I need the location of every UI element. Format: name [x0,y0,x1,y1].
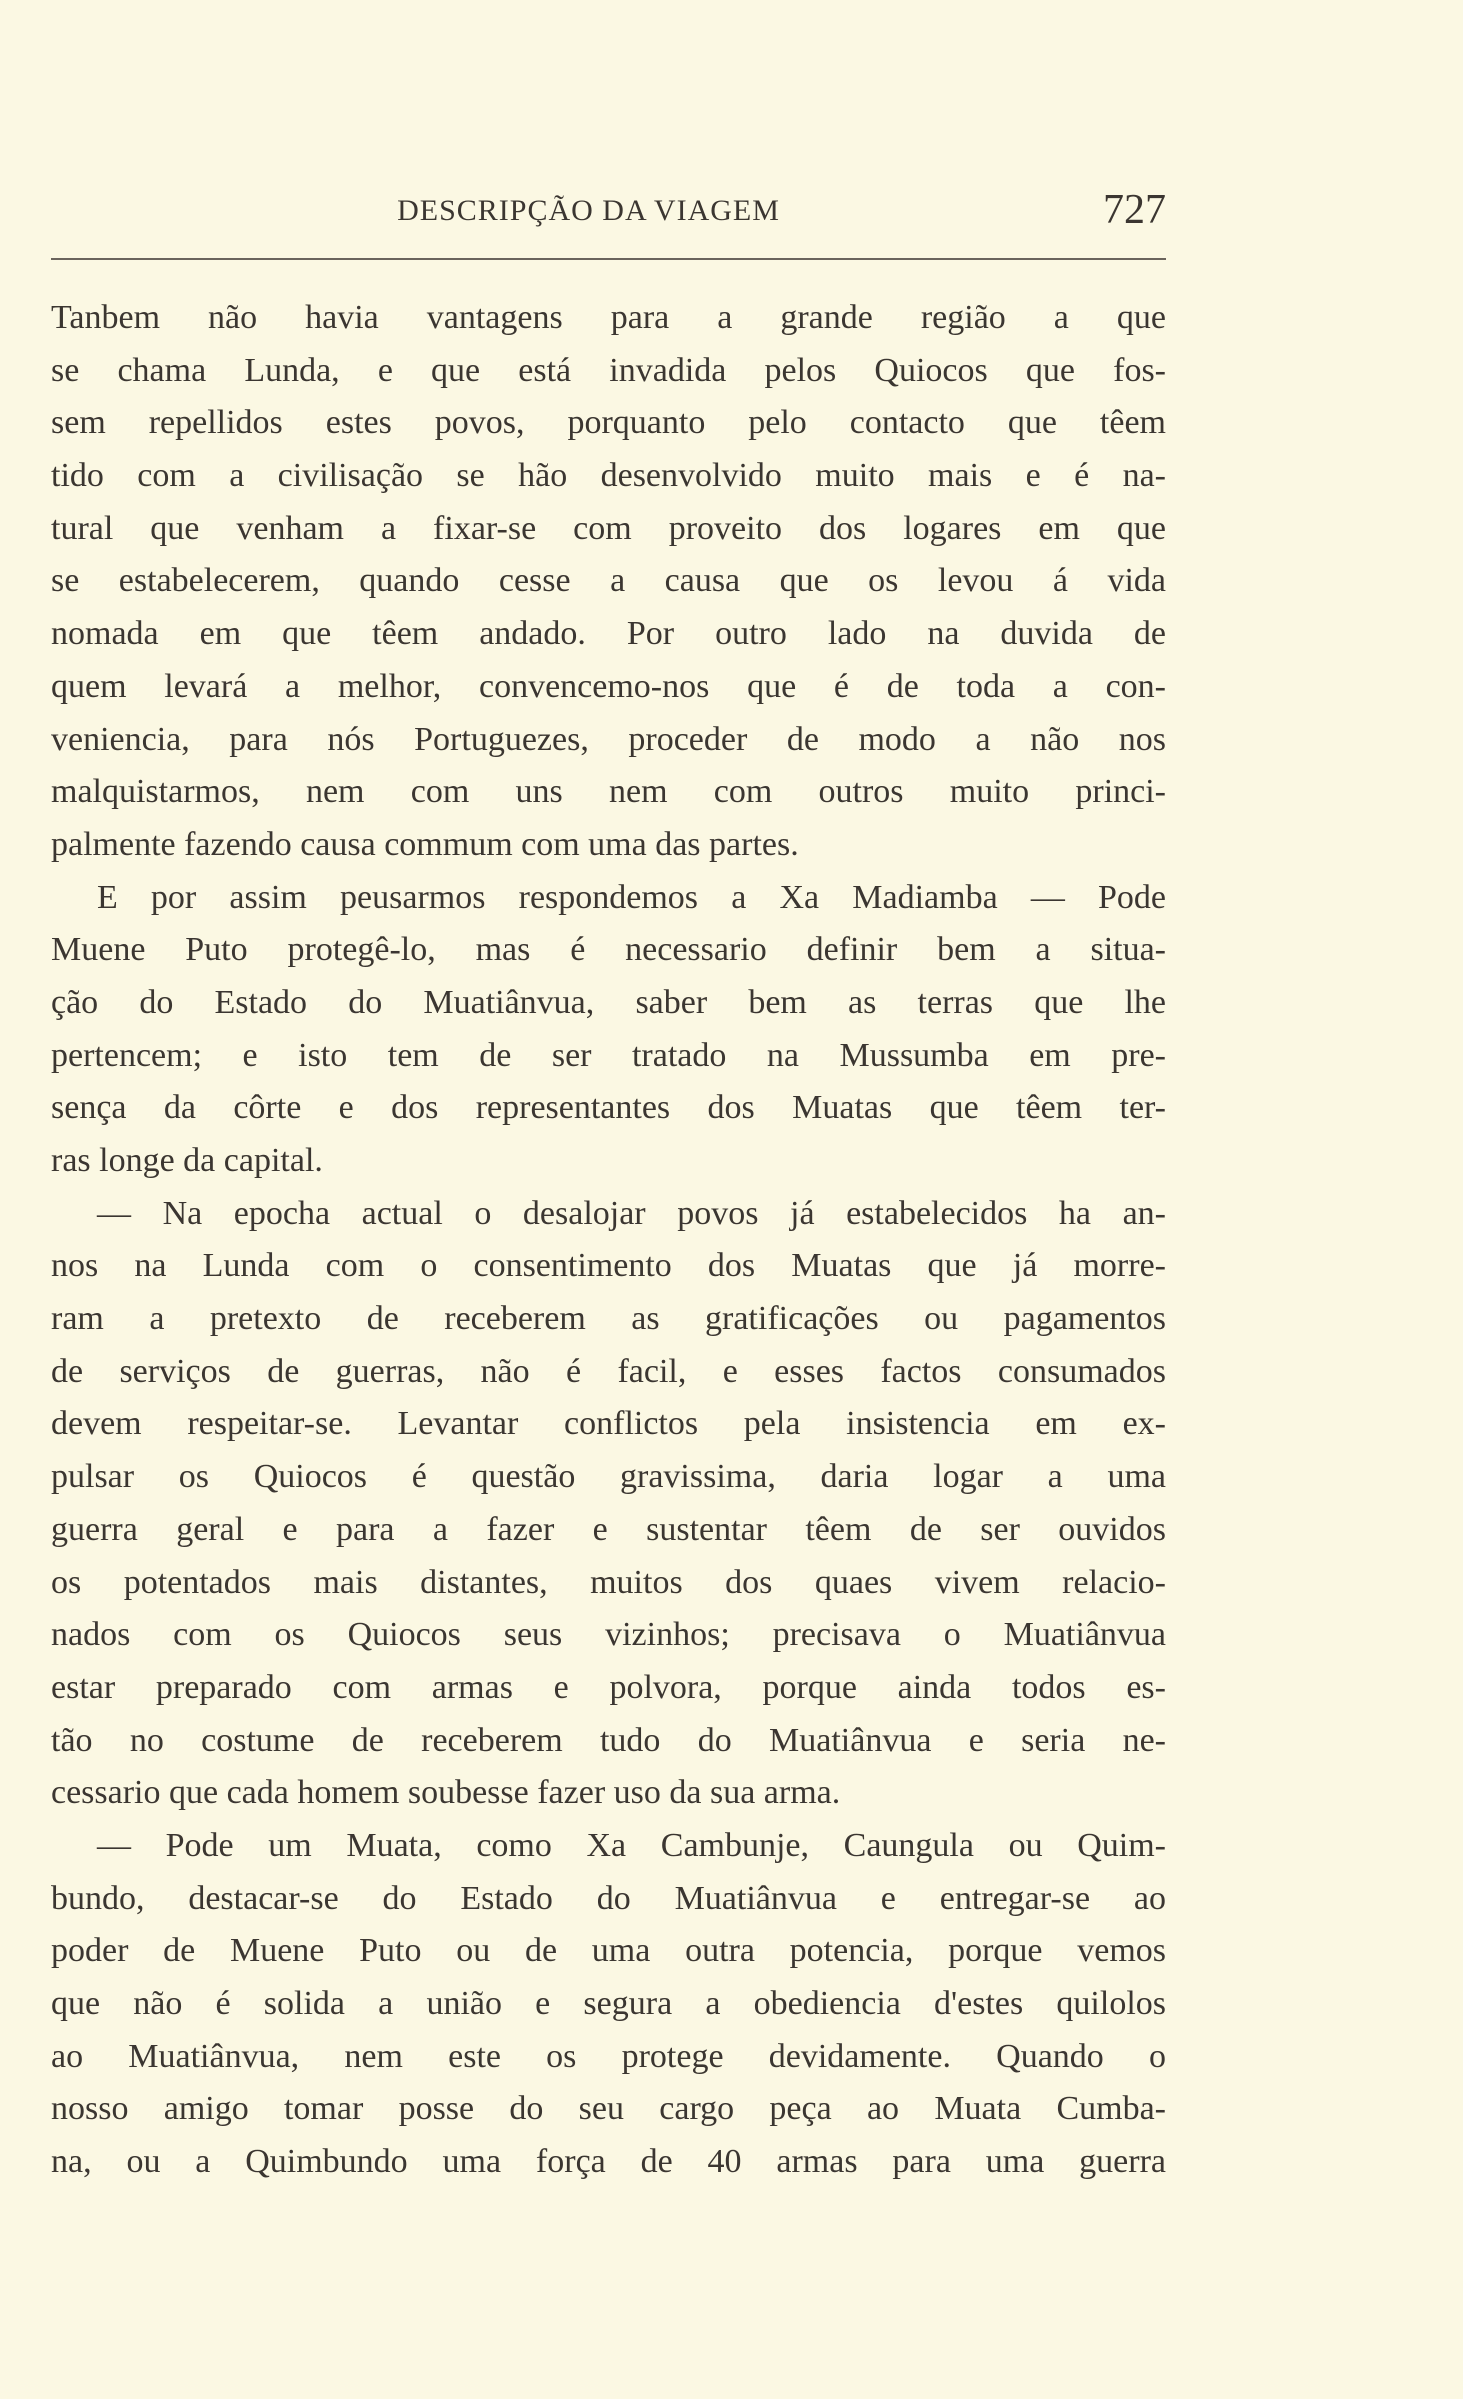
text-line: nomada em que têem andado. Por outro lado na duvida de [51,615,1166,653]
paragraph [51,1188,1166,1820]
text-line: — Na epocha actual o desalojar povos já estabelecidos ha an- [97,1194,1166,1232]
running-head [51,186,1166,236]
text-line: tão no costume de receberem tudo do Muatiânvua e seria ne- [51,1721,1166,1759]
paragraph [51,872,1166,1188]
text-line: Tanbem não havia vantagens para a grande região a que [51,299,1166,336]
text-line: ram a pretexto de receberem as gratificações ou pagamentos [51,1300,1166,1338]
paragraph [51,292,1166,872]
text-line: na, ou a Quimbundo uma força de 40 armas para uma guerra [51,2143,1166,2181]
text-line: bundo, destacar-se do Estado do Muatiânvua e entregar-se ao [51,1879,1166,1917]
text-line: se chama Lunda, e que está invadida pelos Quiocos que fos- [51,351,1166,389]
text-line: sença da côrte e dos representantes dos Muatas que têem ter- [51,1089,1166,1127]
text-line: os potentados mais distantes, muitos dos quaes vivem relacio- [51,1563,1166,1601]
text-line: ras longe da capital. [51,1142,323,1179]
text-line: Muene Puto protegê-lo, mas é necessario definir bem a situa- [51,931,1166,969]
text-line: ção do Estado do Muatiânvua, saber bem as terras que lhe [51,983,1166,1021]
text-line: se estabelecerem, quando cesse a causa que os levou á vida [51,562,1166,600]
text-line: de serviços de guerras, não é facil, e esses factos consumados [51,1352,1166,1390]
text-line: estar preparado com armas e polvora, porque ainda todos es- [51,1668,1166,1706]
text-line: E por assim peusarmos respondemos a Xa Madiamba — Pode [97,878,1166,916]
paragraph [51,1820,1166,2189]
text-line: tural que venham a fixar-se com proveito dos logares em que [51,509,1166,547]
text-line: — Pode um Muata, como Xa Cambunje, Caungula ou Quim- [97,1826,1166,1864]
text-line: quem levará a melhor, convencemo-nos que é de toda a con- [51,667,1166,705]
text-line: tido com a civilisação se hão desenvolvido muito mais e é na- [51,457,1166,495]
text-line: palmente fazendo causa commum com uma das partes. [51,825,799,863]
text-line: malquistarmos, nem com uns nem com outros muito princi- [51,773,1166,811]
page-number: 727 [1103,187,1166,233]
running-title: DESCRIPÇÃO DA VIAGEM [397,194,780,227]
text-line: nos na Lunda com o consentimento dos Muatas que já morre- [51,1247,1166,1285]
text-line: guerra geral e para a fazer e sustentar têem de ser ouvidos [51,1510,1166,1548]
text-line: pulsar os Quiocos é questão gravissima, daria logar a uma [51,1458,1166,1496]
text-line: pertencem; e isto tem de ser tratado na Mussumba em pre- [51,1036,1166,1074]
text-line: poder de Muene Puto ou de uma outra potencia, porque vemos [51,1932,1166,1970]
header-rule [51,258,1166,260]
text-line: ao Muatiânvua, nem este os protege devidamente. Quando o [51,2037,1166,2075]
body-text [51,292,1166,2189]
text-line: nados com os Quiocos seus vizinhos; precisava o Muatiânvua [51,1616,1166,1654]
text-line: que não é solida a união e segura a obediencia d'estes quilolos [51,1985,1166,2022]
text-line: nosso amigo tomar posse do seu cargo peça ao Muata Cumba- [51,2090,1166,2128]
text-line: cessario que cada homem soubesse fazer uso da sua arma. [51,1774,841,1812]
text-line: devem respeitar-se. Levantar conflictos pela insistencia em ex- [51,1405,1166,1443]
text-line: veniencia, para nós Portuguezes, proceder de modo a não nos [51,720,1166,758]
text-line: sem repellidos estes povos, porquanto pelo contacto que têem [51,404,1166,442]
